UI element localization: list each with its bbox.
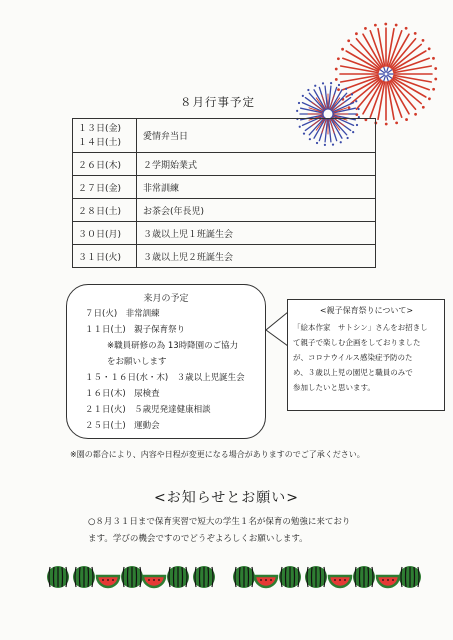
- watermelon-slice-icon: [255, 576, 277, 587]
- next-month-item: １６日(木) 尿検査: [85, 389, 160, 399]
- next-month-item: １１日(土) 親子保育祭り: [85, 325, 186, 335]
- schedule-event: ３歳以上児１班誕生会: [137, 222, 376, 245]
- table-row: [73, 222, 376, 245]
- schedule-event: 愛情弁当日: [137, 119, 376, 153]
- notice-heading: <お知らせとお願い>: [153, 490, 300, 506]
- next-month-item: １５・１６日(水・木) ３歳以上児誕生会: [85, 373, 245, 383]
- next-month-item: ※職員研修の為 13時降園のご協力: [107, 341, 239, 351]
- next-month-item: ７日(火) 非常訓練: [85, 309, 160, 319]
- schedule-date: ３０日(月): [73, 222, 137, 245]
- schedule-date: ２６日(木): [73, 153, 137, 176]
- next-month-heading: 来月の予定: [143, 294, 189, 304]
- schedule-date: １３日(金) １４日(土): [73, 119, 137, 153]
- watermelon-slice-icon: [97, 576, 119, 587]
- change-note: ※園の都合により、内容や日程が変更になる場合がありますのでご了承ください。: [70, 450, 365, 459]
- schedule-event: お茶会(年長児): [137, 199, 376, 222]
- watermelon-slice-icon: [143, 576, 165, 587]
- notice-body: ○８月３１日まで保育実習で短大の学生１名が保育の勉強に来ており ます。学びの機会ですのでどうぞよろしくお願いします。: [88, 517, 351, 544]
- festival-body: 「絵本作家 サトシン」さんをお招きし て親子で楽しむ企画をしておりました が、コロナウイルス感染症予防のた め、３歳以上児の園児と職員のみで 参加したいと思います。: [293, 323, 428, 392]
- schedule-event: ２学期始業式: [137, 153, 376, 176]
- next-month-item: ２１日(火) ５歳児発達健康相談: [85, 405, 211, 415]
- next-month-item: ２５日(土) 運動会: [85, 421, 160, 431]
- table-row: [73, 176, 376, 199]
- schedule-date: ２８日(土): [73, 199, 137, 222]
- table-row: [73, 199, 376, 222]
- schedule-table: [72, 118, 376, 268]
- schedule-event: 非常訓練: [137, 176, 376, 199]
- schedule-date: ３１日(火): [73, 245, 137, 268]
- festival-bubble: [287, 299, 445, 411]
- festival-heading: <親子保育祭りについて>: [319, 306, 414, 315]
- watermelon-slice-icon: [329, 576, 351, 587]
- next-month-item: をお願いします: [107, 357, 167, 367]
- table-row: [73, 153, 376, 176]
- watermelon-border: [44, 560, 424, 590]
- page-title: ８月行事予定: [180, 95, 255, 109]
- table-row: [73, 245, 376, 268]
- schedule-date: ２７日(金): [73, 176, 137, 199]
- table-row: [73, 119, 376, 153]
- next-month-bubble: [66, 284, 266, 439]
- watermelon-slice-icon: [377, 576, 399, 587]
- schedule-event: ３歳以上児２班誕生会: [137, 245, 376, 268]
